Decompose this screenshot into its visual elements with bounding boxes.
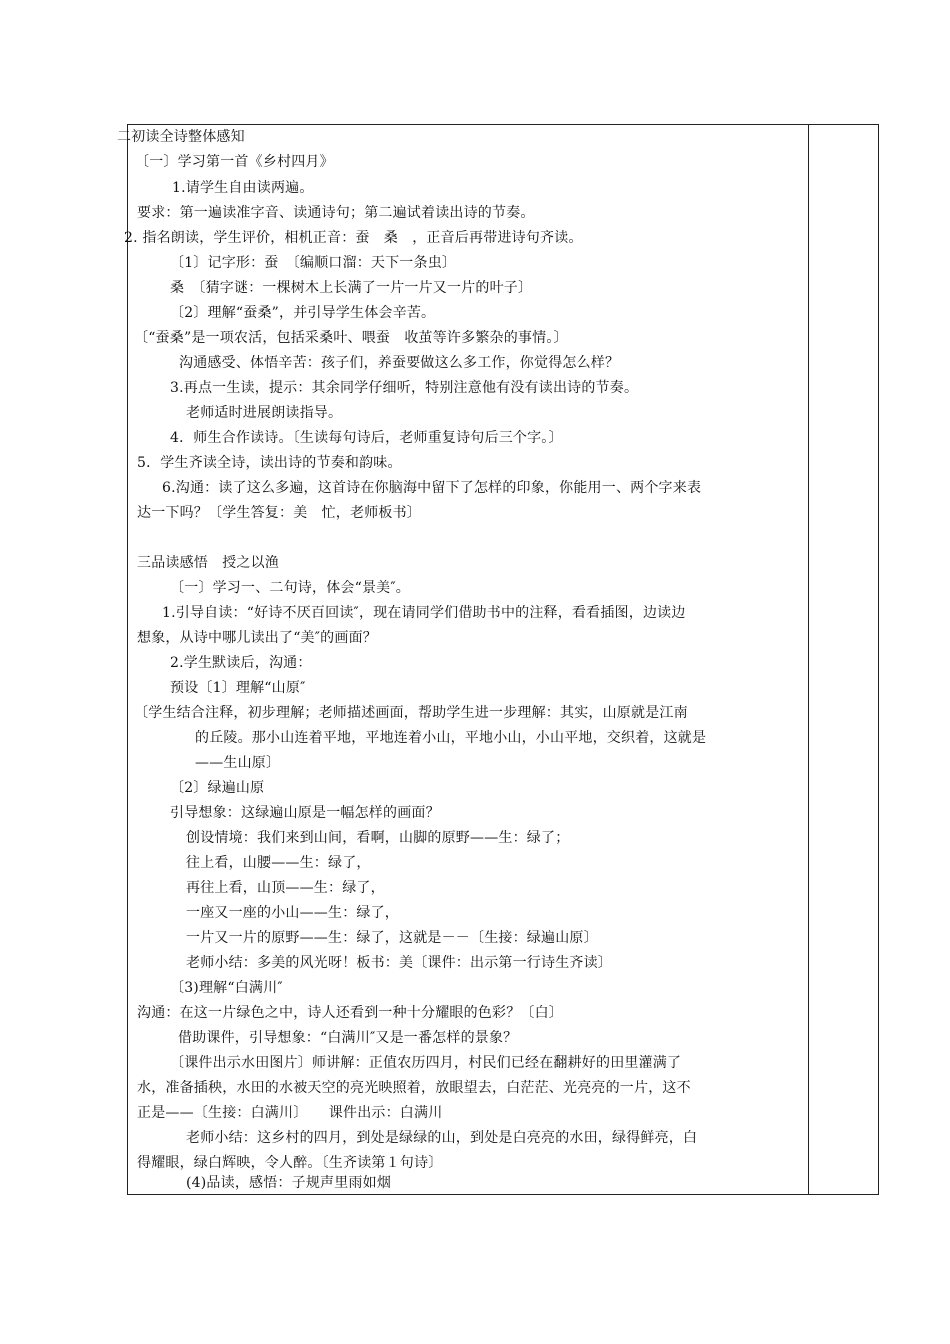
text-line: 〔1〕记字形：蚕 〔编顺口溜：天下一条虫〕 (170, 255, 457, 271)
text-line: 创设情境：我们来到山间，看啊，山脚的原野——生：绿了； (186, 830, 570, 846)
text-line: 水，准备插秧，水田的水被天空的亮光映照着，放眼望去，白茫茫、光亮亮的一片，这不 (137, 1080, 691, 1096)
text-line: 沟通：在这一片绿色之中，诗人还看到一种十分耀眼的色彩？〔白〕 (137, 1005, 563, 1021)
text-line: 〔课件出示水田图片〕师讲解：正值农历四月，村民们已经在翻耕好的田里灌满了 (170, 1055, 682, 1071)
text-line: 5．学生齐读全诗，读出诗的节奏和韵味。 (137, 455, 402, 471)
subsection-heading: 〔一〕学习第一首《乡村四月》 (135, 154, 334, 170)
text-line: 〔3)理解“白满川″ (170, 980, 283, 996)
text-line: 一片又一片的原野——生：绿了，这就是－－〔生接：绿遍山原〕 (186, 930, 598, 946)
text-line: 沟通感受、体悟辛苦：孩子们，养蚕要做这么多工作，你觉得怎么样？ (179, 355, 620, 371)
text-line: 的丘陵。那小山连着平地，平地连着小山，平地小山，小山平地，交织着，这就是 (195, 730, 707, 746)
text-line: 〔“蚕桑”是一项农活，包括采桑叶、喂蚕 收茧等许多繁杂的事情。〕 (134, 330, 568, 346)
text-line: 1.引导自读：“好诗不厌百回读″，现在请同学们借助书中的注释，看看插图，边读边 (162, 605, 686, 621)
text-line: 4．师生合作读诗。〔生读每句诗后，老师重复诗句后三个字。〕 (170, 430, 563, 446)
notes-column-divider (808, 124, 809, 1195)
text-line: 6.沟通：读了这么多遍，这首诗在你脑海中留下了怎样的印象，你能用一、两个字来表 (162, 480, 702, 496)
text-line: 要求：第一遍读准字音、读通诗句；第二遍试着读出诗的节奏。 (137, 205, 535, 221)
text-line: 1.请学生自由读两遍。 (172, 180, 314, 196)
text-line: 借助课件，引导想象：“白满川″又是一番怎样的景象？ (178, 1030, 518, 1046)
text-line: 往上看，山腰——生：绿了， (186, 855, 371, 871)
text-line: 引导想象：这绿遍山原是一幅怎样的画面？ (170, 805, 440, 821)
text-line: 预设〔1〕理解“山原″ (170, 680, 306, 696)
text-line: 得耀眼，绿白辉映，令人醉。〔生齐读第１句诗〕 (137, 1155, 443, 1171)
text-line: 桑 〔猜字谜：一棵树木上长满了一片一片又一片的叶子〕 (170, 280, 533, 296)
text-line: 正是——〔生接：白满川〕 课件出示：白满川 (137, 1105, 443, 1121)
section-heading: 二初读全诗整体感知 (117, 129, 245, 145)
text-line: 2. 指名朗读，学生评价，相机正音：蚕 桑 ，正音后再带进诗句齐读。 (124, 230, 583, 246)
text-line: 〔2〕理解“蚕桑”，并引导学生体会辛苦。 (170, 305, 436, 321)
text-line: 2.学生默读后，沟通： (170, 655, 312, 671)
text-line: 3.再点一生读，提示：其余同学仔细听，特别注意他有没有读出诗的节奏。 (170, 380, 639, 396)
text-line: 〔学生结合注释，初步理解；老师描述画面，帮助学生进一步理解：其实，山原就是江南 (134, 705, 688, 721)
text-line: (4)品读，感悟：子规声里雨如烟 (186, 1175, 392, 1191)
text-line: 〔2〕绿遍山原 (170, 780, 265, 796)
subsection-heading: 〔一〕学习一、二句诗，体会“景美″。 (170, 580, 410, 596)
text-line: 老师小结：这乡村的四月，到处是绿绿的山，到处是白亮亮的水田，绿得鲜亮，白 (186, 1130, 698, 1146)
text-line: 再往上看，山顶——生：绿了， (186, 880, 385, 896)
section-heading: 三品读感悟 授之以渔 (137, 555, 279, 571)
text-line: 一座又一座的小山——生：绿了， (186, 905, 399, 921)
text-line: 达一下吗？〔学生答复：美 忙，老师板书〕 (137, 505, 421, 521)
text-line: 老师小结：多美的风光呀！板书：美〔课件：出示第一行诗生齐读〕 (186, 955, 612, 971)
text-line: 老师适时进展朗读指导。 (186, 405, 343, 421)
text-line: 想象，从诗中哪儿读出了“美″的画面？ (137, 630, 377, 646)
text-line: ——生山原〕 (195, 755, 281, 771)
